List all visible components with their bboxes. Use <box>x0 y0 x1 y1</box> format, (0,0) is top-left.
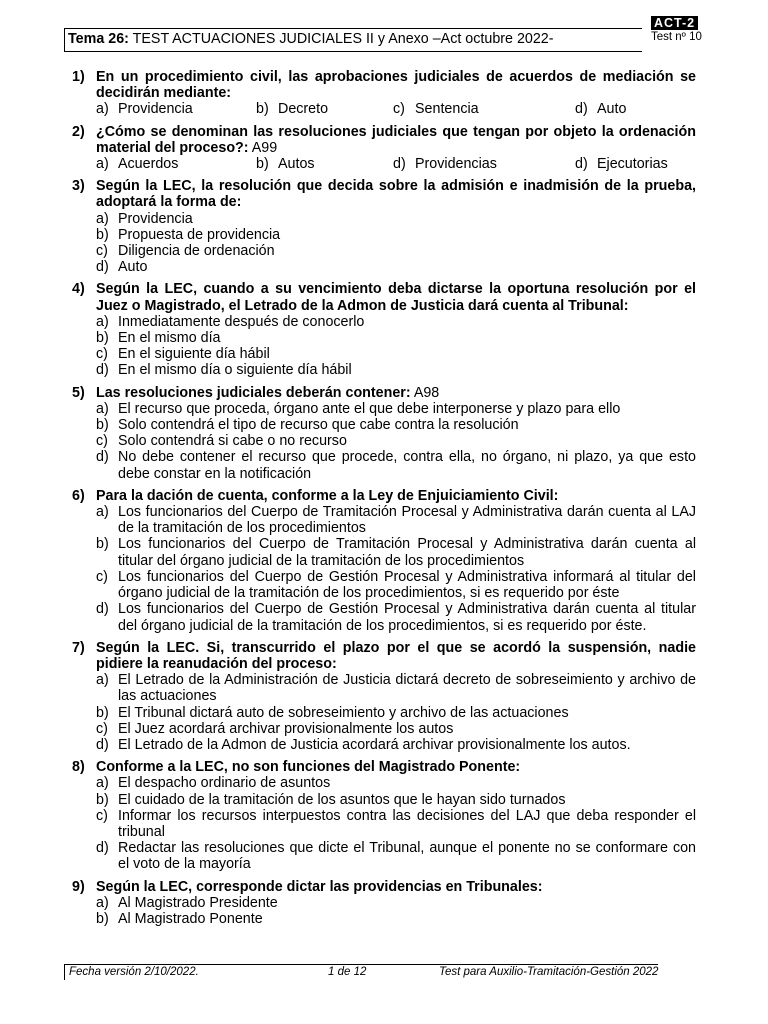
question-number: 7) <box>72 639 85 656</box>
option[interactable] <box>256 101 393 117</box>
header-line-top <box>64 28 642 29</box>
question-text: En un procedimiento civil, las aprobaciones judiciales de acuerdos de mediación se decidirán mediante: <box>96 69 696 102</box>
option-letter: b) <box>96 536 109 553</box>
option-letter: d) <box>96 259 109 276</box>
page-title <box>68 31 554 47</box>
option[interactable] <box>96 911 696 927</box>
option-letter: d) <box>96 601 109 618</box>
option-letter: a) <box>96 156 109 173</box>
option[interactable] <box>96 211 696 227</box>
options-row <box>96 101 696 117</box>
footer-page-number: 1 de 12 <box>328 966 367 978</box>
options-list <box>96 401 696 482</box>
option-text: Sentencia <box>415 101 479 118</box>
question-number: 8) <box>72 759 85 776</box>
option-text: En el mismo día o siguiente día hábil <box>118 362 352 379</box>
option[interactable] <box>575 156 695 172</box>
footer-line <box>64 964 658 965</box>
question-number: 6) <box>72 487 85 504</box>
option[interactable] <box>96 504 696 536</box>
option-text: El cuidado de la tramitación de los asuntos que le hayan sido turnados <box>118 791 566 808</box>
act-badge: ACT-2 <box>651 16 698 30</box>
option-text: Solo contendrá si cabe o no recurso <box>118 433 347 450</box>
option[interactable] <box>96 737 696 753</box>
option[interactable] <box>96 243 696 259</box>
option[interactable] <box>96 401 696 417</box>
option-letter: d) <box>96 362 109 379</box>
option-text: Inmediatamente después de conocerlo <box>118 313 365 330</box>
option-text: Auto <box>597 101 627 118</box>
option-text: Ejecutorias <box>597 156 668 173</box>
option-letter: a) <box>96 775 109 792</box>
option[interactable] <box>96 775 696 791</box>
question-number: 3) <box>72 178 85 195</box>
option[interactable] <box>256 156 393 172</box>
option-letter: d) <box>575 156 588 173</box>
option-letter: d) <box>96 736 109 753</box>
option-text: Propuesta de providencia <box>118 226 281 243</box>
option-letter: d) <box>393 156 406 173</box>
question-1 <box>72 69 696 118</box>
option-letter: a) <box>96 504 109 521</box>
option[interactable] <box>96 156 256 172</box>
option-letter: c) <box>96 568 108 585</box>
question-text: Según la LEC, la resolución que decida sobre la admisión e inadmisión de la prueba, adoptará la forma de: <box>96 178 696 211</box>
option-letter: c) <box>393 101 405 118</box>
question-suffix: A98 <box>410 384 440 401</box>
option[interactable] <box>96 101 256 117</box>
footer-vline <box>64 964 65 980</box>
option-text: El Letrado de la Admon de Justicia acordará archivar provisionalmente los autos. <box>118 736 631 753</box>
option-text: Autos <box>278 156 315 173</box>
option-text: El Letrado de la Administración de Justicia dictará decreto de sobreseimiento y archivo de las actuaciones <box>118 672 696 705</box>
option-text: Al Magistrado Presidente <box>118 894 278 911</box>
option-letter: b) <box>96 704 109 721</box>
option-letter: c) <box>96 346 108 363</box>
option[interactable] <box>96 792 696 808</box>
question-5 <box>72 385 696 482</box>
option-letter: c) <box>96 433 108 450</box>
option-text: Redactar las resoluciones que dicte el Tribunal, aunque el ponente no se conformare con el voto de la mayoría <box>118 840 696 873</box>
question-text: ¿Cómo se denominan las resoluciones judiciales que tengan por objeto la ordenación material del proceso?: <box>96 123 696 156</box>
option-text: El Tribunal dictará auto de sobreseimiento y archivo de las actuaciones <box>118 704 569 721</box>
option-text: Providencias <box>415 156 497 173</box>
option-letter: b) <box>96 417 109 434</box>
question-text: Conforme a la LEC, no son funciones del Magistrado Ponente: <box>96 759 521 776</box>
question-7 <box>72 640 696 753</box>
option[interactable] <box>96 433 696 449</box>
question-number: 1) <box>72 69 85 85</box>
option-text: Los funcionarios del Cuerpo de Gestión Procesal y Administrativa darán cuenta al titular del órgano judicial de la tramitación de los procedimientos, si es requerido por éste. <box>118 601 696 634</box>
question-suffix: A99 <box>248 139 278 156</box>
question-3 <box>72 178 696 275</box>
question-text: Según la LEC, corresponde dictar las providencias en Tribunales: <box>96 878 543 895</box>
option[interactable] <box>96 346 696 362</box>
option[interactable] <box>96 895 696 911</box>
header-vline <box>64 28 65 51</box>
option-letter: a) <box>96 313 109 330</box>
option-text: En el mismo día <box>118 330 221 347</box>
question-text: Según la LEC, cuando a su vencimiento deba dictarse la oportuna resolución por el Juez o Magistrado, el Letrado de la Admon de Justicia dará cuenta al Tribunal: <box>96 281 696 314</box>
option-text: Solo contendrá el tipo de recurso que cabe contra la resolución <box>118 417 519 434</box>
topic-title: TEST ACTUACIONES JUDICIALES II y Anexo –Act octubre 2022- <box>128 31 554 47</box>
question-number: 5) <box>72 384 85 401</box>
option-text: En el siguiente día hábil <box>118 346 270 363</box>
option[interactable] <box>575 101 695 117</box>
option[interactable] <box>96 314 696 330</box>
question-number: 9) <box>72 878 85 895</box>
topic-label: Tema 26: <box>68 31 129 47</box>
option-letter: d) <box>96 840 109 857</box>
option[interactable] <box>96 808 696 840</box>
option[interactable] <box>96 362 696 378</box>
question-8 <box>72 759 696 872</box>
option-letter: a) <box>96 210 109 227</box>
act-badge-dot: . <box>695 15 699 29</box>
option-letter: a) <box>96 101 109 118</box>
option-text: Decreto <box>278 101 329 118</box>
option-letter: a) <box>96 894 109 911</box>
options-list <box>96 504 696 634</box>
options-list <box>96 775 696 872</box>
test-number: Test nº 10 <box>651 31 702 43</box>
option-letter: b) <box>256 101 269 118</box>
question-number: 4) <box>72 281 85 298</box>
option-letter: d) <box>575 101 588 118</box>
option[interactable] <box>96 601 696 633</box>
option-text: Acuerdos <box>118 156 179 173</box>
option-letter: b) <box>96 226 109 243</box>
option-letter: b) <box>96 910 109 927</box>
option-letter: a) <box>96 400 109 417</box>
options-list <box>96 895 696 927</box>
options-row <box>96 156 696 172</box>
footer-course: Test para Auxilio-Tramitación-Gestión 2022 <box>439 966 659 978</box>
option[interactable] <box>96 259 696 275</box>
option-letter: c) <box>96 807 108 824</box>
option-text: No debe contener el recurso que procede, contra ella, no órgano, ni plazo, ya que esto debe constar en la notificación <box>118 449 696 482</box>
option-text: Al Magistrado Ponente <box>118 910 263 927</box>
option[interactable] <box>96 840 696 872</box>
option-letter: a) <box>96 672 109 689</box>
option-text: Los funcionarios del Cuerpo de Tramitación Procesal y Administrativa darán cuenta al LAJ de la tramitación de los procedimientos <box>118 504 696 537</box>
option[interactable] <box>96 449 696 481</box>
question-9 <box>72 879 696 928</box>
option-text: Auto <box>118 259 148 276</box>
options-list <box>96 211 696 276</box>
footer-version: Fecha versión 2/10/2022. <box>69 966 199 978</box>
option-text: Informar los recursos interpuestos contra las decisiones del LAJ que deba responder el tribunal <box>118 807 696 840</box>
option-text: Providencia <box>118 210 193 227</box>
options-list <box>96 672 696 753</box>
option-letter: b) <box>96 791 109 808</box>
option[interactable] <box>96 569 696 601</box>
option-text: El despacho ordinario de asuntos <box>118 775 331 792</box>
option[interactable] <box>96 705 696 721</box>
option[interactable] <box>96 227 696 243</box>
option[interactable] <box>96 536 696 568</box>
question-6 <box>72 488 696 634</box>
question-text: Según la LEC. Si, transcurrido el plazo por el que se acordó la suspensión, nadie pidiere la reanudación del proceso: <box>96 639 696 672</box>
option-text: El Juez acordará archivar provisionalmente los autos <box>118 720 454 737</box>
option[interactable] <box>393 101 575 117</box>
option-text: Los funcionarios del Cuerpo de Gestión Procesal y Administrativa informará al titular del órgano judicial de la tramitación de los procedimientos, si es requerido por éste <box>118 568 696 602</box>
question-2 <box>72 124 696 173</box>
question-4 <box>72 281 696 378</box>
option-text: El recurso que proceda, órgano ante el que debe interponerse y plazo para ello <box>118 400 621 417</box>
question-list <box>72 69 696 933</box>
option-letter: b) <box>96 330 109 347</box>
option-letter: c) <box>96 720 108 737</box>
question-text: Para la dación de cuenta, conforme a la Ley de Enjuiciamiento Civil: <box>96 487 559 504</box>
options-list <box>96 314 696 379</box>
option[interactable] <box>96 672 696 704</box>
option-text: Los funcionarios del Cuerpo de Tramitación Procesal y Administrativa darán cuenta al titular del órgano judicial de la tramitación de los procedimientos <box>118 536 696 569</box>
option-text: Providencia <box>118 101 193 118</box>
question-text: Las resoluciones judiciales deberán contener: <box>96 384 411 401</box>
option-text: Diligencia de ordenación <box>118 243 275 260</box>
option-letter: b) <box>256 156 269 173</box>
header-line-bottom <box>64 51 642 52</box>
option-letter: c) <box>96 243 108 260</box>
option[interactable] <box>96 330 696 346</box>
option[interactable] <box>96 721 696 737</box>
option[interactable] <box>96 417 696 433</box>
question-number: 2) <box>72 123 85 140</box>
option-letter: d) <box>96 449 109 466</box>
option[interactable] <box>393 156 575 172</box>
